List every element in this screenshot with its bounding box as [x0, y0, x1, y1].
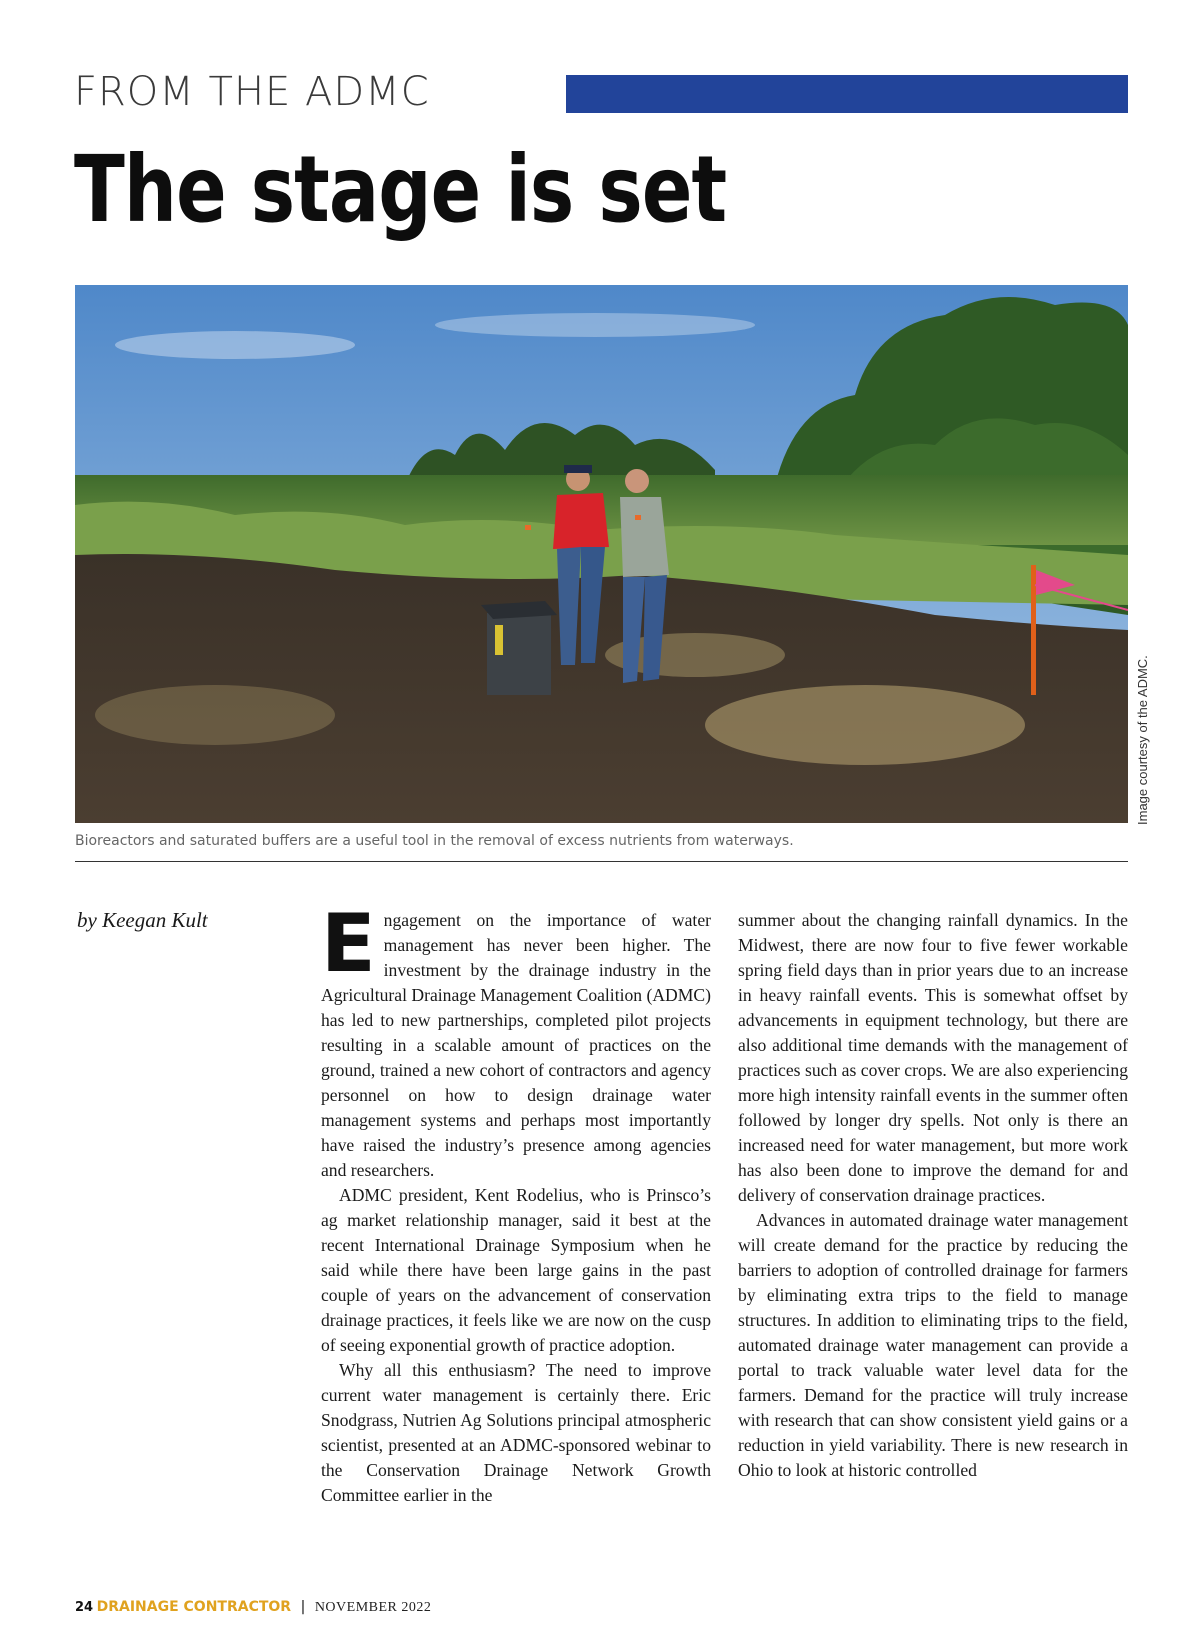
photo-credit: Image courtesy of the ADMC.: [1135, 655, 1150, 825]
article-byline: by Keegan Kult: [77, 908, 208, 932]
photo-caption: Bioreactors and saturated buffers are a useful tool in the removal of excess nutrients from waterways.: [75, 833, 794, 849]
drop-cap: E: [321, 897, 376, 990]
issue-date: NOVEMBER 2022: [314, 1600, 432, 1615]
section-kicker: FROM THE ADMC: [74, 69, 430, 115]
article-photo: [75, 285, 1128, 823]
article-paragraph: [321, 897, 711, 1183]
caption-divider: [75, 861, 1128, 862]
article-paragraph: ADMC president, Kent Rodelius, who is Prinsco’s ag market relationship manager, said it best at the recent International Drainage Symposium when he said while there have been large gains in the past couple of years on the advancement of conservation drainage practices, it feels like we are now on the cusp of seeing exponential growth of practice adoption.: [321, 1185, 711, 1355]
article-column-1: [321, 897, 711, 1508]
article-paragraph: summer about the changing rainfall dynamics. In the Midwest, there are now four to five fewer workable spring field days than in prior years due to an increase in heavy rainfall events. This is somewhat offset by advancements in equipment technology, but there are also additional time demands with the management of practices such as cover crops. We are also experiencing more high intensity rainfall events in the summer often followed by longer dry spells. Not only is there an increased need for water management, but more work has also been done to improve the demand for and delivery of conservation drainage practices.: [738, 910, 1128, 1205]
section-accent-bar: [566, 75, 1128, 113]
article-paragraph: Why all this enthusiasm? The need to improve current water management is certainly there. Eric Snodgrass, Nutrien Ag Solutions principal atmospheric scientist, presented at an ADMC-sponsored webinar to the Conservation Drainage Network Growth Committee earlier in the: [321, 1360, 711, 1505]
article-column-2: [738, 908, 1128, 1483]
magazine-name: DRAINAGE CONTRACTOR: [96, 1599, 292, 1615]
paragraph-text: ngagement on the importance of water management has never been higher. The investment by the drainage industry in the Agricultural Drainage Management Coalition (ADMC) has led to new partnerships, completed pilot projects resulting in a scalable amount of practices on the ground, trained a new cohort of contractors and agency personnel on how to design drainage water management systems and perhaps most importantly have raised the industry’s presence among agencies and researchers.: [321, 910, 711, 1180]
page-footer: [75, 1598, 431, 1617]
footer-separator: |: [300, 1599, 306, 1615]
article-paragraph: Advances in automated drainage water management will create demand for the practice by reducing the barriers to adoption of controlled drainage for farmers by eliminating extra trips to the field to manage structures. In addition to eliminating trips to the field, automated drainage water management can provide a portal to track valuable water level data for the farmers. Demand for the practice will truly increase with research that can show consistent yield gains or a reduction in yield variability. There is new research in Ohio to look at historic controlled: [738, 1210, 1128, 1480]
page-number: 24: [75, 1600, 94, 1615]
field-scene-illustration: [75, 285, 1128, 823]
article-headline: The stage is set: [74, 136, 727, 243]
